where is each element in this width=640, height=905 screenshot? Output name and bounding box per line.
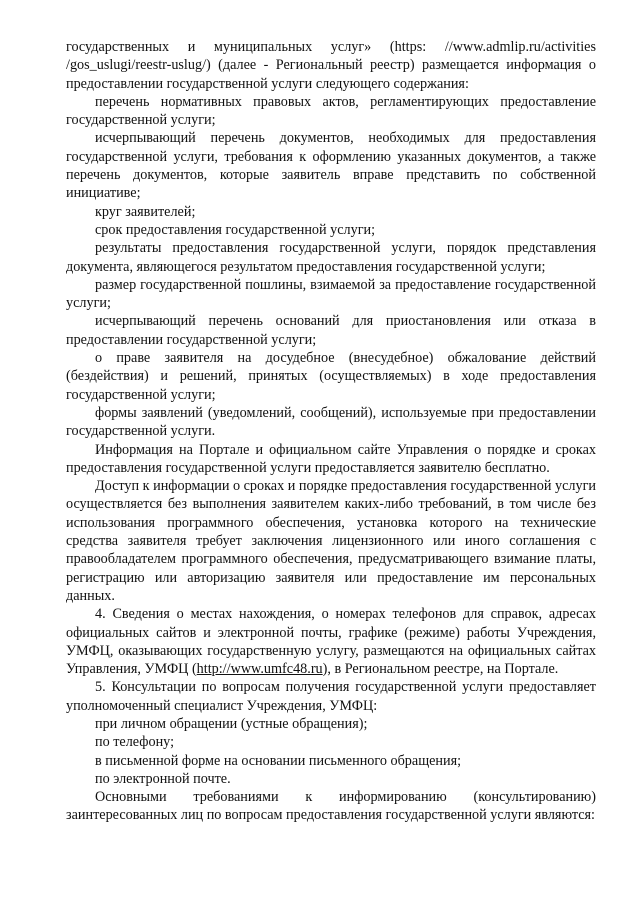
paragraph-access: Доступ к информации о сроках и порядке предоставления государственной услуги осуществляется без выполнения заявителем каких-либо требований, в том числе без использования программного обеспечения, установка которого на технические средства заявителя требует заключения лицензионного или иного соглашения с правообладателем программного обеспечения, предусматривающего взимание платы, регистрацию или авторизацию заявителя или предоставление им персональных данных.: [66, 478, 596, 604]
sites-text-after: ), в Региональном реестре, на Портале.: [322, 661, 559, 678]
list-item-appeal: о праве заявителя на досудебное (внесудебное) обжалование действий (бездействия) и решений, принятых (осуществляемых) в ходе предоставления государственной услуги;: [66, 350, 596, 403]
list-item-personal-visit: при личном обращении (устные обращения);: [95, 715, 368, 732]
list-item-results: результаты предоставления государственной услуги, порядок представления документа, являющегося результатом предоставления государственной услуги;: [66, 240, 596, 275]
sites-text-before: 4. Сведения о местах нахождения, о номерах телефонов для справок, адресах официальных сайтов и электронной почты, графике (режиме) работы Учреждения, УМФЦ, оказывающих государственную услугу, размещаются на официальных сайтах Управления, УМФЦ (: [66, 606, 596, 678]
paragraph-sites: [66, 605, 596, 678]
list-item-legal-acts: перечень нормативных правовых актов, регламентирующих предоставление государственной услуги;: [66, 93, 596, 129]
paragraph-requirements: Основными требованиями к информированию (консультированию) заинтересованных лиц по вопросам предоставления государственной услуги являются:: [66, 789, 596, 824]
list-item-email: по электронной почте.: [95, 770, 231, 787]
paragraph-regional-registry: государственных и муниципальных услуг» (https: //www.admlip.ru/activities /gos_uslugi/reestr-uslug/) (далее - Региональный реестр) размещается информация о предоставлении государственной услуги следующего содержания:: [66, 39, 596, 92]
list-item-written: в письменной форме на основании письменного обращения;: [95, 752, 462, 769]
list-item-term: срок предоставления государственной услуги;: [95, 221, 376, 238]
list-item-applicants: круг заявителей;: [95, 203, 196, 220]
list-item-refusal-grounds: исчерпывающий перечень оснований для приостановления или отказа в предоставлении государственной услуги;: [66, 313, 596, 348]
umfc-site-link[interactable]: http://www.umfc48.ru: [196, 661, 323, 678]
list-item-forms: формы заявлений (уведомлений, сообщений), используемые при предоставлении государственной услуги.: [66, 404, 596, 440]
paragraph-free-information: Информация на Портале и официальном сайте Управления о порядке и сроках предоставления государственной услуги предоставляется заявителю бесплатно.: [66, 441, 596, 476]
list-item-phone: по телефону;: [95, 734, 175, 751]
list-item-duty: размер государственной пошлины, взимаемой за предоставление государственной услуги;: [66, 276, 596, 312]
list-item-documents: исчерпывающий перечень документов, необходимых для предоставления государственной услуги, требования к оформлению указанных документов, а также перечень документов, которые заявитель вправе представить по собственной инициативе;: [66, 130, 596, 202]
paragraph-consultations: 5. Консультации по вопросам получения государственной услуги предоставляет уполномоченный специалист Учреждения, УМФЦ:: [66, 679, 596, 714]
document-body: [66, 38, 596, 825]
